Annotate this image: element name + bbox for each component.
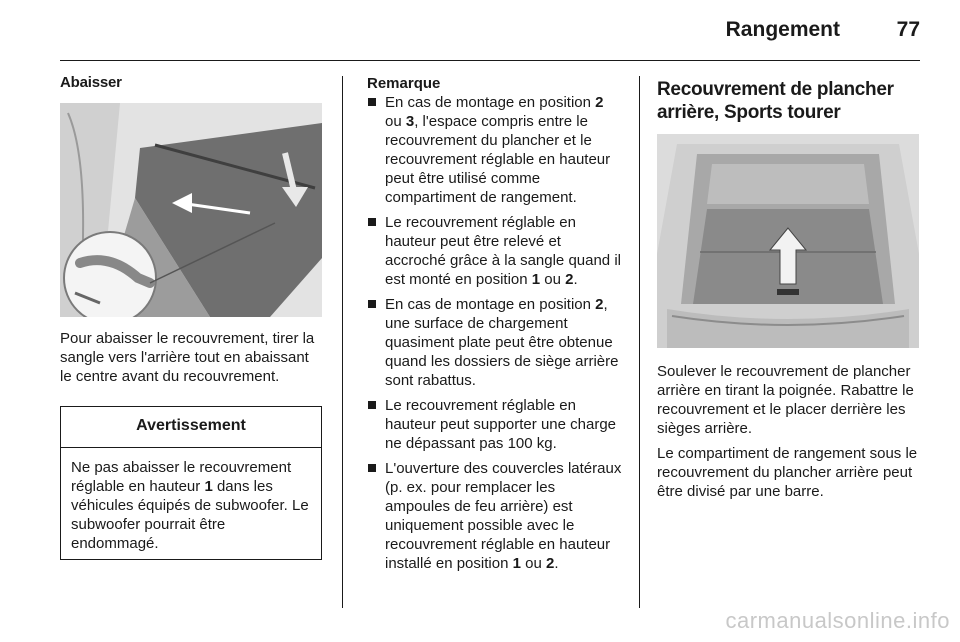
remark-list — [367, 93, 624, 573]
warning-text: dans les véhicules équipés de subwoofer. Le subwoofer pourrait être endommagé. — [71, 478, 309, 552]
bullet-square-icon — [368, 401, 376, 409]
list-item: En cas de montage en position 2, une surface de chargement quasiment plate peut être obtenue quand les dossiers de siège arrière sont rabattus. — [367, 295, 624, 390]
page-number: 77 — [896, 18, 920, 41]
bullet-square-icon — [368, 464, 376, 472]
subheading: Abaisser — [60, 74, 122, 91]
list-item: L'ouverture des couvercles latéraux (p. ex. pour remplacer les ampoules de feu arrière) est uniquement possible avec le recouvrement réglable en hauteur installé en position 1 ou 2. — [367, 459, 624, 573]
warning-text: Ne pas abaisser le recouvrement réglable en hauteur — [71, 459, 292, 495]
body-text: Le compartiment de rangement sous le recouvrement du plancher arrière peut être divisé par une barre. — [657, 445, 918, 500]
page-title: Rangement — [725, 18, 840, 41]
column-2 — [367, 74, 624, 579]
column-1 — [60, 74, 322, 560]
lowering-cover-illustration — [60, 103, 322, 317]
bullet-square-icon — [368, 98, 376, 106]
body-text: Soulever le recouvrement de plancher arrière en tirant la poignée. Rabattre le recouvrement et le placer derrière les sièges arrière. — [657, 363, 914, 437]
cargo-floor-illustration — [657, 134, 919, 348]
bullet-square-icon — [368, 300, 376, 308]
section-title: Recouvrement de plancher arrière, Sports tourer — [657, 79, 894, 123]
lowering-cover-svg — [60, 103, 322, 317]
warning-body — [61, 448, 321, 559]
bullet-square-icon — [368, 218, 376, 226]
list-item: Le recouvrement réglable en hauteur peut être relevé et accroché grâce à la sangle quand il est monté en position 1 ou 2. — [367, 213, 624, 289]
warning-title: Avertissement — [61, 407, 321, 448]
column-divider-1 — [342, 76, 343, 608]
column-divider-2 — [639, 76, 640, 608]
list-item: En cas de montage en position 2 ou 3, l'espace compris entre le recouvrement du plancher et le recouvrement réglable en hauteur peut être utilisé comme compartiment de rangement. — [367, 93, 624, 207]
remark-title: Remarque — [367, 75, 441, 92]
cargo-floor-svg — [657, 134, 919, 348]
watermark: carmanualsonline.info — [725, 608, 950, 633]
column-3 — [657, 74, 919, 507]
instruction-text: Pour abaisser le recouvrement, tirer la sangle vers l'arrière tout en abaissant le centre avant du recouvrement. — [60, 330, 315, 385]
header-divider — [60, 60, 920, 61]
warning-box — [60, 406, 322, 560]
list-item: Le recouvrement réglable en hauteur peut supporter une charge ne dépassant pas 100 kg. — [367, 396, 624, 453]
warning-text-bold: 1 — [204, 478, 213, 495]
